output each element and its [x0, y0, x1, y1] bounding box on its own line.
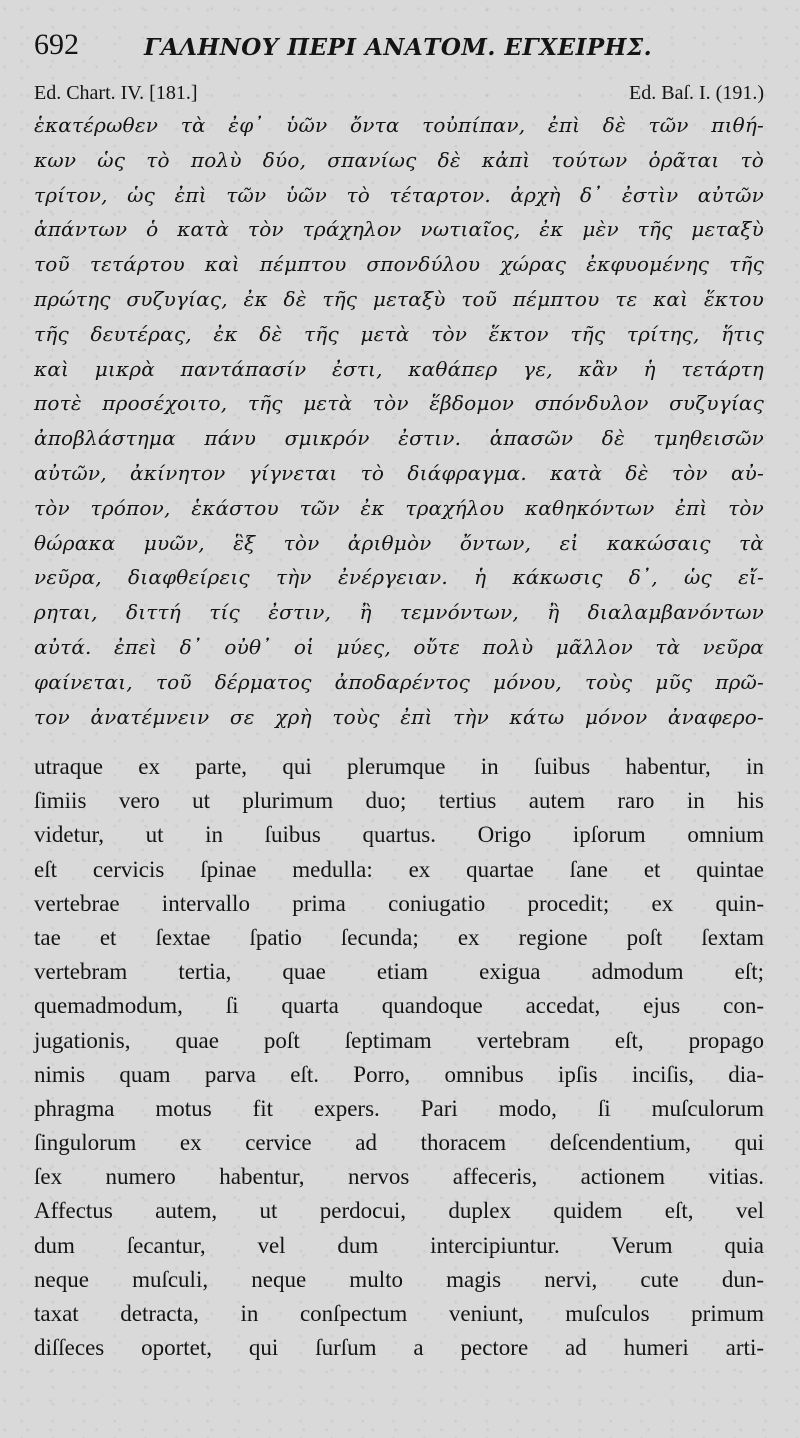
- latin-text-block: [34, 750, 764, 1365]
- greek-text-line: ποτὲ προσέχοιτο, τῆς μετὰ τὸν ἕβδομον σπόνδυλον συζυγίας: [34, 391, 764, 416]
- greek-text-line: πρώτης συζυγίας, ἐκ δὲ τῆς μεταξὺ τοῦ πέμπτου τε καὶ ἕκτου: [34, 286, 764, 311]
- greek-text-line: αὐτῶν, ἀκίνητον γίγνεται τὸ διάφραγμα. κατὰ δὲ τὸν αὐ-: [34, 460, 764, 485]
- greek-text-block: [34, 108, 764, 734]
- latin-text-line: utraque ex parte, qui plerumque in ſuibus habentur, in: [34, 754, 764, 779]
- latin-text-line: videtur, ut in ſuibus quartus. Origo ipſorum omnium: [34, 822, 764, 848]
- latin-text-line: Affectus autem, ut perdocui, duplex quidem eſt, vel: [34, 1198, 764, 1224]
- running-title: ΓΑΛΗΝΟΥ ΠΕΡΙ ΑΝΑΤΟΜ. ΕΓΧΕΙΡΗΣ.: [144, 34, 653, 61]
- latin-text-line: jugationis, quae poſt ſeptimam vertebram eſt, propago: [34, 1027, 764, 1053]
- latin-text-line: dum ſecantur, vel dum intercipiuntur. Verum quia: [34, 1232, 764, 1258]
- latin-text-line: vertebram tertia, quae etiam exigua admodum eſt;: [34, 959, 764, 985]
- latin-text-line: diſſeces oportet, qui ſurſum a pectore ad humeri arti-: [34, 1335, 764, 1361]
- greek-text-line: ἀποβλάστημα πάνυ σμικρόν ἐστιν. ἁπασῶν δὲ τμηθεισῶν: [34, 426, 764, 451]
- greek-text-line: ἑκατέρωθεν τὰ ἐφ᾽ ὑῶν ὄντα τοὐπίπαν, ἐπὶ δὲ τῶν πιθή-: [34, 113, 764, 137]
- latin-text-line: tae et ſextae ſpatio ſecunda; ex regione poſt ſextam: [34, 924, 764, 950]
- greek-text-line: κων ὡς τὸ πολὺ δύο, σπανίως δὲ κἀπὶ τούτων ὁρᾶται τὸ: [34, 147, 764, 172]
- latin-text-line: quemadmodum, ſi quarta quandoque accedat, ejus con-: [34, 993, 764, 1019]
- greek-text-line: ρηται, διττή τίς ἐστιν, ἢ τεμνόντων, ἢ διαλαμβανόντων: [34, 600, 764, 625]
- greek-text-line: τὸν τρόπον, ἑκάστου τῶν ἐκ τραχήλου καθηκόντων ἐπὶ τὸν: [34, 495, 764, 520]
- edition-reference-chart: Ed. Chart. IV. [181.]: [34, 82, 198, 104]
- edition-reference-basel: Ed. Baſ. I. (191.): [629, 82, 764, 104]
- latin-text-line: ſex numero habentur, nervos affeceris, actionem vitias.: [34, 1164, 764, 1190]
- page-header: [34, 28, 774, 68]
- latin-text-line: phragma motus fit expers. Pari modo, ſi muſculorum: [34, 1095, 764, 1121]
- latin-text-line: taxat detracta, in conſpectum veniunt, muſculos primum: [34, 1301, 764, 1326]
- greek-text-line: ἁπάντων ὁ κατὰ τὸν τράχηλον νωτιαῖος, ἐκ μὲν τῆς μεταξὺ: [34, 217, 764, 242]
- latin-text-line: nimis quam parva eſt. Porro, omnibus ipſis inciſis, dia-: [34, 1061, 764, 1087]
- greek-text-line: θώρακα μυῶν, ἓξ τὸν ἀριθμὸν ὄντων, εἰ κακώσαις τὰ: [34, 530, 764, 555]
- greek-text-line: τρίτον, ὡς ἐπὶ τῶν ὑῶν τὸ τέταρτον. ἀρχὴ δ᾽ ἐστὶν αὐτῶν: [34, 182, 764, 207]
- greek-text-line: τῆς δευτέρας, ἐκ δὲ τῆς μετὰ τὸν ἕκτον τῆς τρίτης, ἥτις: [34, 321, 764, 346]
- latin-text-line: ſingulorum ex cervice ad thoracem deſcendentium, qui: [34, 1130, 764, 1156]
- greek-text-line: νεῦρα, διαφθείρεις τὴν ἐνέργειαν. ἡ κάκωσις δ᾽, ὡς εἴ-: [34, 565, 764, 590]
- edition-references: [34, 82, 764, 108]
- latin-text-line: neque muſculi, neque multo magis nervi, cute dun-: [34, 1266, 764, 1292]
- greek-text-line: αὐτά. ἐπεὶ δ᾽ οὐθ᾽ οἱ μύες, οὔτε πολὺ μᾶλλον τὰ νεῦρα: [34, 634, 764, 659]
- page-number: 692: [34, 28, 79, 61]
- latin-text-line: vertebrae intervallo prima coniugatio procedit; ex quin-: [34, 890, 764, 916]
- latin-text-line: eſt cervicis ſpinae medulla: ex quartae ſane et quintae: [34, 856, 764, 882]
- greek-text-line: καὶ μικρὰ παντάπασίν ἐστι, καθάπερ γε, κἂν ἡ τετάρτη: [34, 356, 764, 381]
- greek-text-line: τοῦ τετάρτου καὶ πέμπτου σπονδύλου χώρας ἐκφυομένης τῆς: [34, 252, 764, 277]
- greek-text-line: φαίνεται, τοῦ δέρματος ἀποδαρέντος μόνου, τοὺς μῦς πρῶ-: [34, 669, 764, 694]
- latin-text-line: ſimiis vero ut plurimum duo; tertius autem raro in his: [34, 788, 764, 814]
- greek-text-line: τον ἀνατέμνειν σε χρὴ τοὺς ἐπὶ τὴν κάτω μόνον ἀναφερο-: [34, 704, 764, 729]
